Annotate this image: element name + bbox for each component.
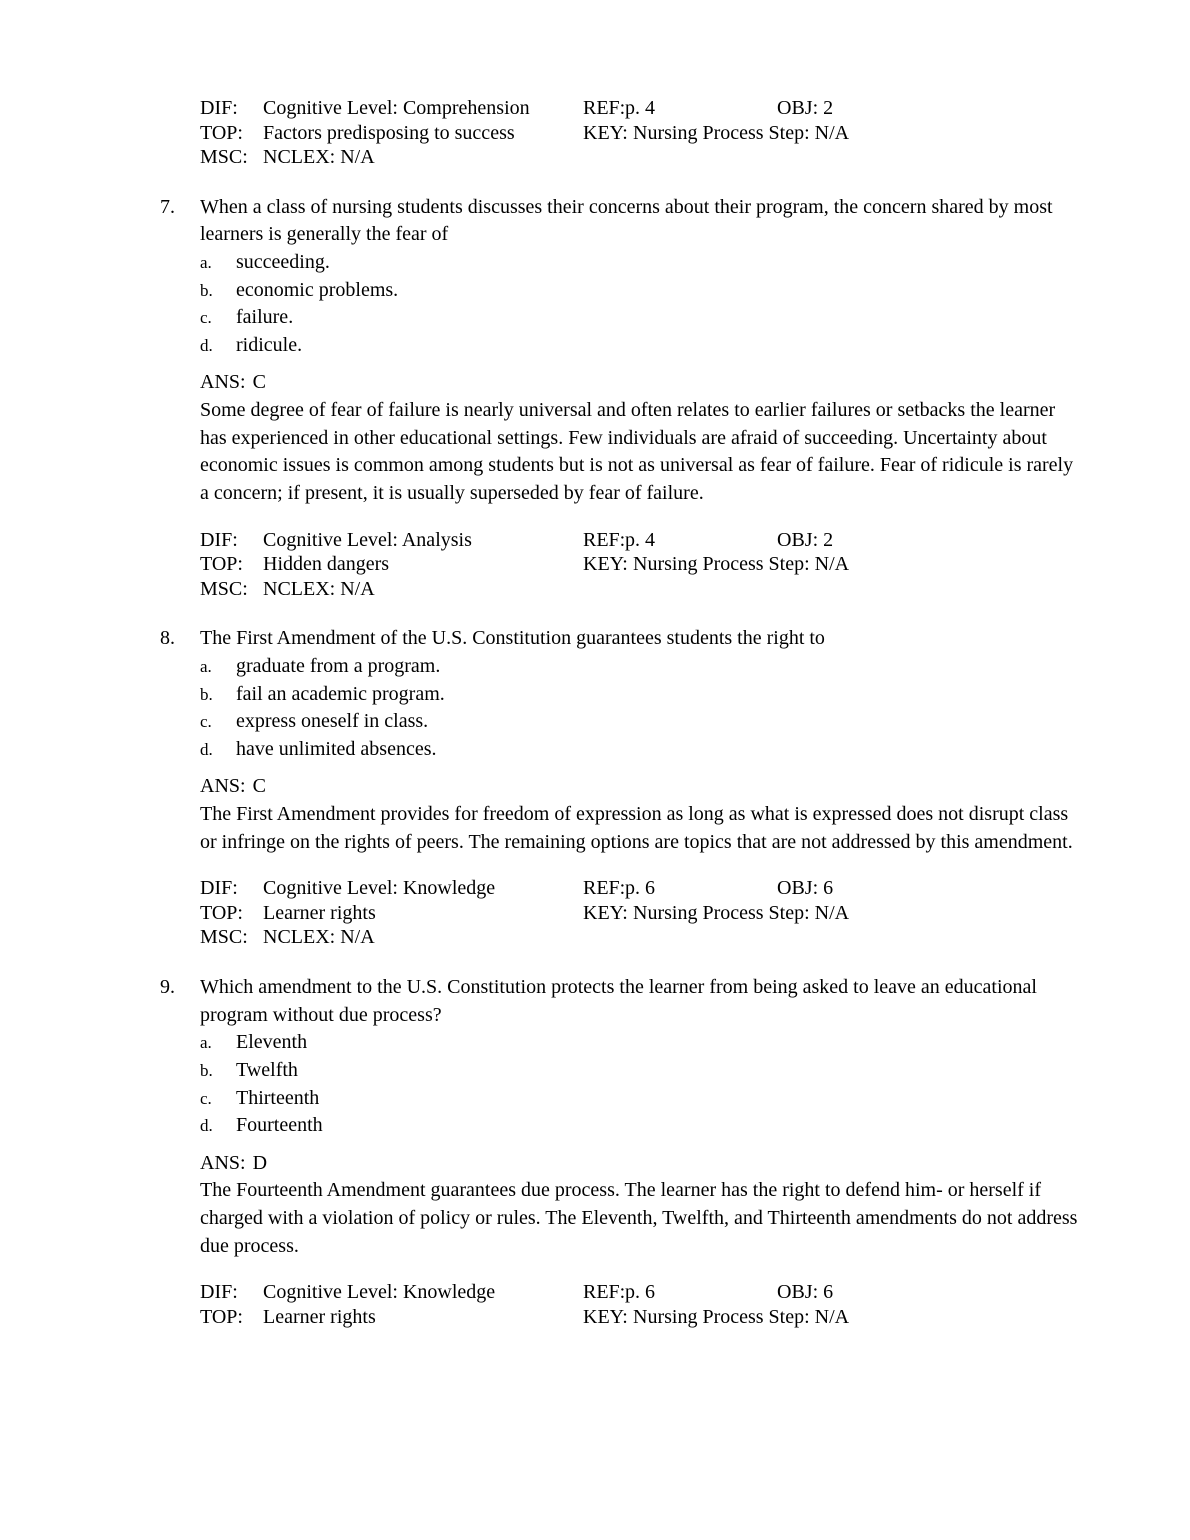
meta-value-dif: Cognitive Level: Knowledge bbox=[263, 1281, 496, 1304]
option-text: express oneself in class. bbox=[236, 710, 429, 733]
meta-value-top: Factors predisposing to success bbox=[263, 121, 515, 144]
meta-label-dif: DIF: bbox=[200, 528, 238, 551]
metadata-row bbox=[200, 121, 1080, 146]
meta-value-key: Nursing Process Step: N/A bbox=[633, 121, 850, 144]
meta-value-top: Learner rights bbox=[263, 901, 376, 924]
meta-value-ref: p. 6 bbox=[625, 877, 655, 900]
meta-value-dif: Cognitive Level: Analysis bbox=[263, 528, 472, 551]
question-7 bbox=[160, 194, 1080, 602]
options-list bbox=[200, 653, 1080, 764]
meta-label-dif: DIF: bbox=[200, 97, 238, 119]
meta-value-msc: NCLEX: N/A bbox=[263, 926, 375, 949]
meta-value-top: Hidden dangers bbox=[263, 553, 390, 576]
metadata-row bbox=[200, 1280, 1080, 1305]
meta-value-ref: p. 4 bbox=[625, 528, 655, 551]
meta-label-top: TOP: bbox=[200, 553, 243, 576]
option-letter: a. bbox=[200, 656, 212, 676]
metadata-row bbox=[200, 145, 1080, 170]
rationale-text: The Fourteenth Amendment guarantees due process. The learner has the right to defend him- or herself if charged with a violation of policy or rules. The Eleventh, Twelfth, and Thirteenth amendments do not address due process. bbox=[200, 1179, 1078, 1257]
meta-value-key: Nursing Process Step: N/A bbox=[633, 1305, 850, 1328]
metadata-row bbox=[200, 577, 1080, 602]
rationale-text: Some degree of fear of failure is nearly universal and often relates to earlier failures or setbacks the learner has experienced in other educational settings. Few individuals are afraid of succeeding. Uncertainty about economic issues is common among students but is not as universal as fear of failure. Fear of ridicule is rarely a concern; if present, it is usually superseded by fear of failure. bbox=[200, 398, 1074, 505]
meta-value-key: Nursing Process Step: N/A bbox=[633, 901, 850, 924]
meta-value-key: Nursing Process Step: N/A bbox=[633, 553, 850, 576]
option-text: economic problems. bbox=[236, 278, 399, 301]
answer-label: ANS: bbox=[200, 775, 246, 798]
meta-label-msc: MSC: bbox=[200, 577, 248, 600]
meta-value-msc: NCLEX: N/A bbox=[263, 146, 375, 168]
option-letter: b. bbox=[200, 280, 213, 300]
option-a bbox=[200, 249, 1080, 277]
option-b bbox=[200, 1057, 1080, 1085]
meta-value-obj: OBJ: 6 bbox=[777, 1281, 834, 1304]
answer-value: C bbox=[252, 371, 266, 394]
metadata-row bbox=[200, 96, 1080, 121]
option-text: Twelfth bbox=[236, 1058, 298, 1081]
meta-label-ref: REF: bbox=[583, 877, 626, 900]
option-text: succeeding. bbox=[236, 250, 330, 273]
meta-value-ref: p. 4 bbox=[625, 97, 655, 119]
option-text: failure. bbox=[236, 306, 294, 329]
metadata-row bbox=[200, 925, 1080, 950]
option-b bbox=[200, 681, 1080, 709]
metadata-block bbox=[200, 876, 1080, 950]
meta-value-msc: NCLEX: N/A bbox=[263, 577, 375, 600]
meta-label-ref: REF: bbox=[583, 97, 626, 119]
option-letter: b. bbox=[200, 1060, 213, 1080]
metadata-row bbox=[200, 552, 1080, 577]
meta-value-obj: OBJ: 2 bbox=[777, 528, 834, 551]
question-stem: Which amendment to the U.S. Constitution protects the learner from being asked to leave an educational program without due process? bbox=[200, 975, 1037, 1026]
option-text: Eleventh bbox=[236, 1031, 308, 1054]
answer-line bbox=[200, 1150, 1080, 1178]
metadata-row bbox=[200, 528, 1080, 553]
options-list bbox=[200, 1029, 1080, 1140]
option-c bbox=[200, 708, 1080, 736]
meta-value-dif: Cognitive Level: Knowledge bbox=[263, 877, 496, 900]
question-number: 7. bbox=[160, 195, 175, 218]
option-text: graduate from a program. bbox=[236, 654, 441, 677]
answer-label: ANS: bbox=[200, 1151, 246, 1174]
meta-label-key: KEY: bbox=[583, 1305, 628, 1328]
option-a bbox=[200, 1029, 1080, 1057]
answer-value: D bbox=[252, 1151, 268, 1174]
rationale-text: The First Amendment provides for freedom of expression as long as what is expressed does not disrupt class or infringe on the rights of peers. The remaining options are topics that are not addressed by this amendment. bbox=[200, 802, 1073, 853]
meta-label-ref: REF: bbox=[583, 528, 626, 551]
option-letter: a. bbox=[200, 1033, 212, 1053]
metadata-block bbox=[200, 96, 1080, 170]
meta-value-top: Learner rights bbox=[263, 1305, 376, 1328]
metadata-block bbox=[200, 1280, 1080, 1329]
answer-block bbox=[200, 773, 1080, 856]
option-letter: d. bbox=[200, 740, 213, 760]
meta-label-key: KEY: bbox=[583, 553, 628, 576]
meta-label-top: TOP: bbox=[200, 1305, 243, 1328]
meta-value-obj: OBJ: 2 bbox=[777, 97, 834, 119]
option-a bbox=[200, 653, 1080, 681]
option-d bbox=[200, 736, 1080, 764]
question-stem: The First Amendment of the U.S. Constitution guarantees students the right to bbox=[200, 627, 825, 650]
meta-label-ref: REF: bbox=[583, 1281, 626, 1304]
option-text: fail an academic program. bbox=[236, 682, 445, 705]
option-letter: c. bbox=[200, 308, 212, 328]
option-c bbox=[200, 304, 1080, 332]
answer-label: ANS: bbox=[200, 371, 246, 394]
metadata-block bbox=[200, 528, 1080, 602]
option-letter: d. bbox=[200, 336, 213, 356]
question-8 bbox=[160, 625, 1080, 950]
option-text: have unlimited absences. bbox=[236, 738, 437, 761]
meta-value-obj: OBJ: 6 bbox=[777, 877, 834, 900]
metadata-row bbox=[200, 901, 1080, 926]
question-number: 8. bbox=[160, 627, 175, 650]
option-d bbox=[200, 332, 1080, 360]
option-d bbox=[200, 1112, 1080, 1140]
metadata-row bbox=[200, 876, 1080, 901]
meta-label-dif: DIF: bbox=[200, 1281, 238, 1304]
meta-label-top: TOP: bbox=[200, 121, 243, 144]
options-list bbox=[200, 249, 1080, 360]
question-number: 9. bbox=[160, 975, 175, 998]
meta-label-top: TOP: bbox=[200, 901, 243, 924]
option-letter: a. bbox=[200, 252, 212, 272]
option-letter: b. bbox=[200, 684, 213, 704]
question-9 bbox=[160, 974, 1080, 1330]
meta-label-msc: MSC: bbox=[200, 926, 248, 949]
option-text: Thirteenth bbox=[236, 1086, 320, 1109]
meta-value-dif: Cognitive Level: Comprehension bbox=[263, 97, 530, 119]
answer-line bbox=[200, 369, 1080, 397]
meta-label-msc: MSC: bbox=[200, 146, 248, 168]
meta-value-ref: p. 6 bbox=[625, 1281, 655, 1304]
option-letter: c. bbox=[200, 712, 212, 732]
answer-block bbox=[200, 369, 1080, 508]
meta-label-key: KEY: bbox=[583, 901, 628, 924]
answer-value: C bbox=[252, 775, 266, 798]
option-text: ridicule. bbox=[236, 334, 303, 357]
option-letter: d. bbox=[200, 1116, 213, 1136]
option-text: Fourteenth bbox=[236, 1114, 323, 1137]
meta-label-dif: DIF: bbox=[200, 877, 238, 900]
answer-block bbox=[200, 1150, 1080, 1261]
option-letter: c. bbox=[200, 1088, 212, 1108]
question-stem: When a class of nursing students discusses their concerns about their program, the concern shared by most learners is generally the fear of bbox=[200, 195, 1053, 246]
metadata-row bbox=[200, 1305, 1080, 1330]
answer-line bbox=[200, 773, 1080, 801]
option-c bbox=[200, 1085, 1080, 1113]
option-b bbox=[200, 277, 1080, 305]
meta-label-key: KEY: bbox=[583, 121, 628, 144]
